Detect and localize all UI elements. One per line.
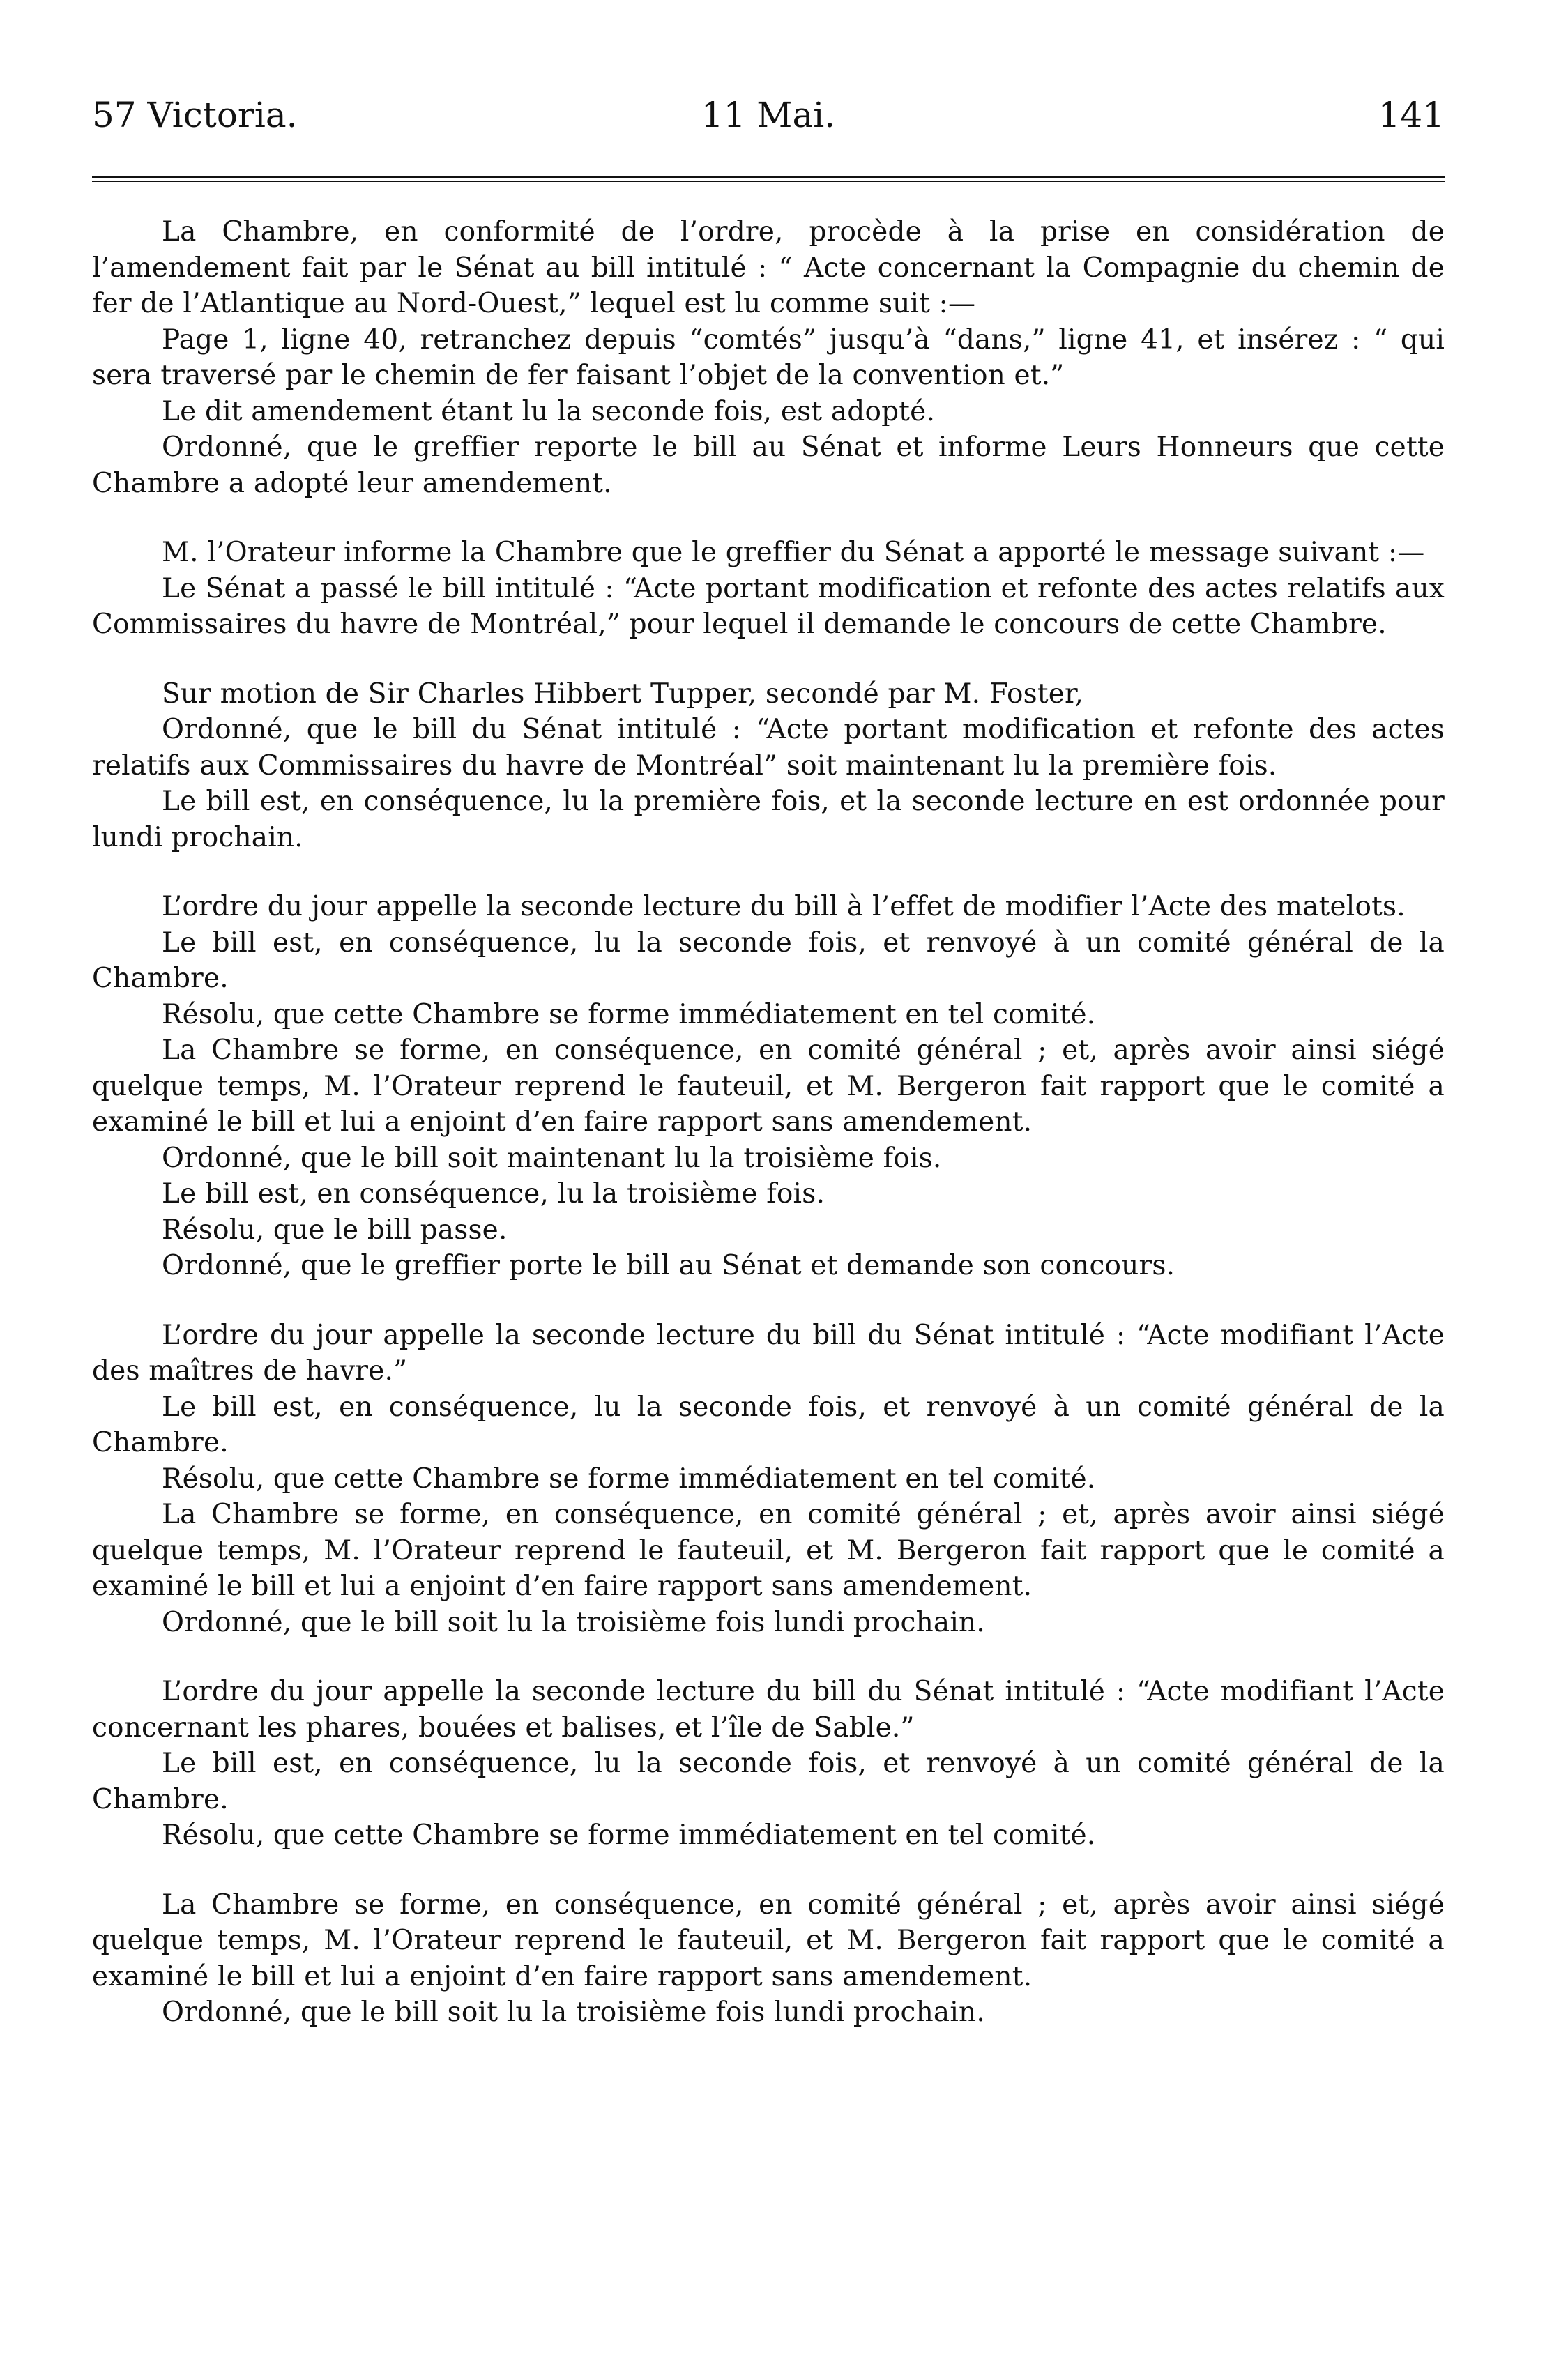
paragraph: Résolu, que cette Chambre se forme immédiatement en tel comité.	[162, 998, 1096, 1030]
header-date: 11 Mai.	[701, 95, 836, 135]
paragraph: M. l’Orateur informe la Chambre que le greffier du Sénat a apporté le message suivant :—	[162, 537, 1425, 568]
paragraph: L’ordre du jour appelle la seconde lecture du bill à l’effet de modifier l’Acte des matelots.	[162, 891, 1406, 922]
section-matelots-bill	[92, 889, 1445, 1284]
paragraph: La Chambre se forme, en conséquence, en comité général ; et, après avoir ainsi siégé quelque temps, M. l’Orateur reprend le fauteuil, et M. Bergeron fait rapport que le comité a examiné le bill et lui a enjoint d’en faire rapport sans amendement.	[92, 1499, 1445, 1602]
paragraph: Ordonné, que le bill soit lu la troisième fois lundi prochain.	[162, 1997, 985, 2028]
paragraph: L’ordre du jour appelle la seconde lecture du bill du Sénat intitulé : “Acte modifiant l’Acte des maîtres de havre.”	[92, 1319, 1445, 1387]
paragraph: Ordonné, que le bill du Sénat intitulé : “Acte portant modification et refonte des actes relatifs aux Commissaires du havre de Montréal” soit maintenant lu la première fois.	[92, 714, 1445, 781]
section-senate-message	[92, 535, 1445, 643]
paragraph: Ordonné, que le greffier porte le bill au Sénat et demande son concours.	[162, 1250, 1175, 1281]
header-double-rule	[92, 176, 1445, 182]
section-committee-report	[92, 1887, 1445, 2031]
section-senate-amendment	[92, 214, 1445, 501]
section-harbour-masters-bill	[92, 1318, 1445, 1641]
paragraph: Le bill est, en conséquence, lu la seconde fois, et renvoyé à un comité général de la Chambre.	[92, 926, 1445, 994]
paragraph: L’ordre du jour appelle la seconde lecture du bill du Sénat intitulé : “Acte modifiant l’Acte concernant les phares, bouées et balises, et l’île de Sable.”	[92, 1676, 1445, 1744]
paragraph: La Chambre se forme, en conséquence, en comité général ; et, après avoir ainsi siégé quelque temps, M. l’Orateur reprend le fauteuil, et M. Bergeron fait rapport que le comité a examiné le bill et lui a enjoint d’en faire rapport sans amendement.	[92, 1889, 1445, 1992]
running-header	[92, 84, 1445, 146]
paragraph: Le bill est, en conséquence, lu la première fois, et la seconde lecture en est ordonnée pour lundi prochain.	[92, 786, 1445, 853]
page-number: 141	[1378, 95, 1445, 135]
paragraph: Résolu, que cette Chambre se forme immédiatement en tel comité.	[162, 1820, 1096, 1851]
paragraph: La Chambre, en conformité de l’ordre, procède à la prise en considération de l’amendement fait par le Sénat au bill intitulé : “ Acte concernant la Compagnie du chemin de fer de l’Atlantique au Nord-Ouest,” lequel est lu comme suit :—	[92, 216, 1445, 319]
journal-page	[92, 84, 1445, 2057]
paragraph: Le Sénat a passé le bill intitulé : “Acte portant modification et refonte des actes relatifs aux Commissaires du havre de Montréal,” pour lequel il demande le concours de cette Chambre.	[92, 572, 1445, 640]
paragraph: Ordonné, que le greffier reporte le bill au Sénat et informe Leurs Honneurs que cette Chambre a adopté leur amendement.	[92, 432, 1445, 499]
paragraph: Le dit amendement étant lu la seconde fois, est adopté.	[162, 395, 936, 427]
paragraph: Ordonné, que le bill soit maintenant lu la troisième fois.	[162, 1142, 942, 1174]
paragraph: Le bill est, en conséquence, lu la seconde fois, et renvoyé à un comité général de la Chambre.	[92, 1748, 1445, 1815]
paragraph: Page 1, ligne 40, retranchez depuis “comtés” jusqu’à “dans,” ligne 41, et insérez : “ qui sera traversé par le chemin de fer faisant l’objet de la convention et.”	[92, 323, 1445, 391]
paragraph: Le bill est, en conséquence, lu la seconde fois, et renvoyé à un comité général de la Chambre.	[92, 1391, 1445, 1458]
paragraph: Ordonné, que le bill soit lu la troisième fois lundi prochain.	[162, 1606, 985, 1638]
header-regnal-year: 57 Victoria.	[92, 95, 298, 135]
paragraph: Résolu, que cette Chambre se forme immédiatement en tel comité.	[162, 1463, 1096, 1495]
page-body	[92, 214, 1445, 2031]
section-motion-tupper	[92, 676, 1445, 856]
section-lighthouses-bill	[92, 1674, 1445, 1854]
paragraph: Sur motion de Sir Charles Hibbert Tupper, secondé par M. Foster,	[162, 678, 1084, 710]
paragraph: Résolu, que le bill passe.	[162, 1214, 508, 1246]
paragraph: La Chambre se forme, en conséquence, en comité général ; et, après avoir ainsi siégé quelque temps, M. l’Orateur reprend le fauteuil, et M. Bergeron fait rapport que le comité a examiné le bill et lui a enjoint d’en faire rapport sans amendement.	[92, 1035, 1445, 1138]
paragraph: Le bill est, en conséquence, lu la troisième fois.	[162, 1178, 825, 1210]
